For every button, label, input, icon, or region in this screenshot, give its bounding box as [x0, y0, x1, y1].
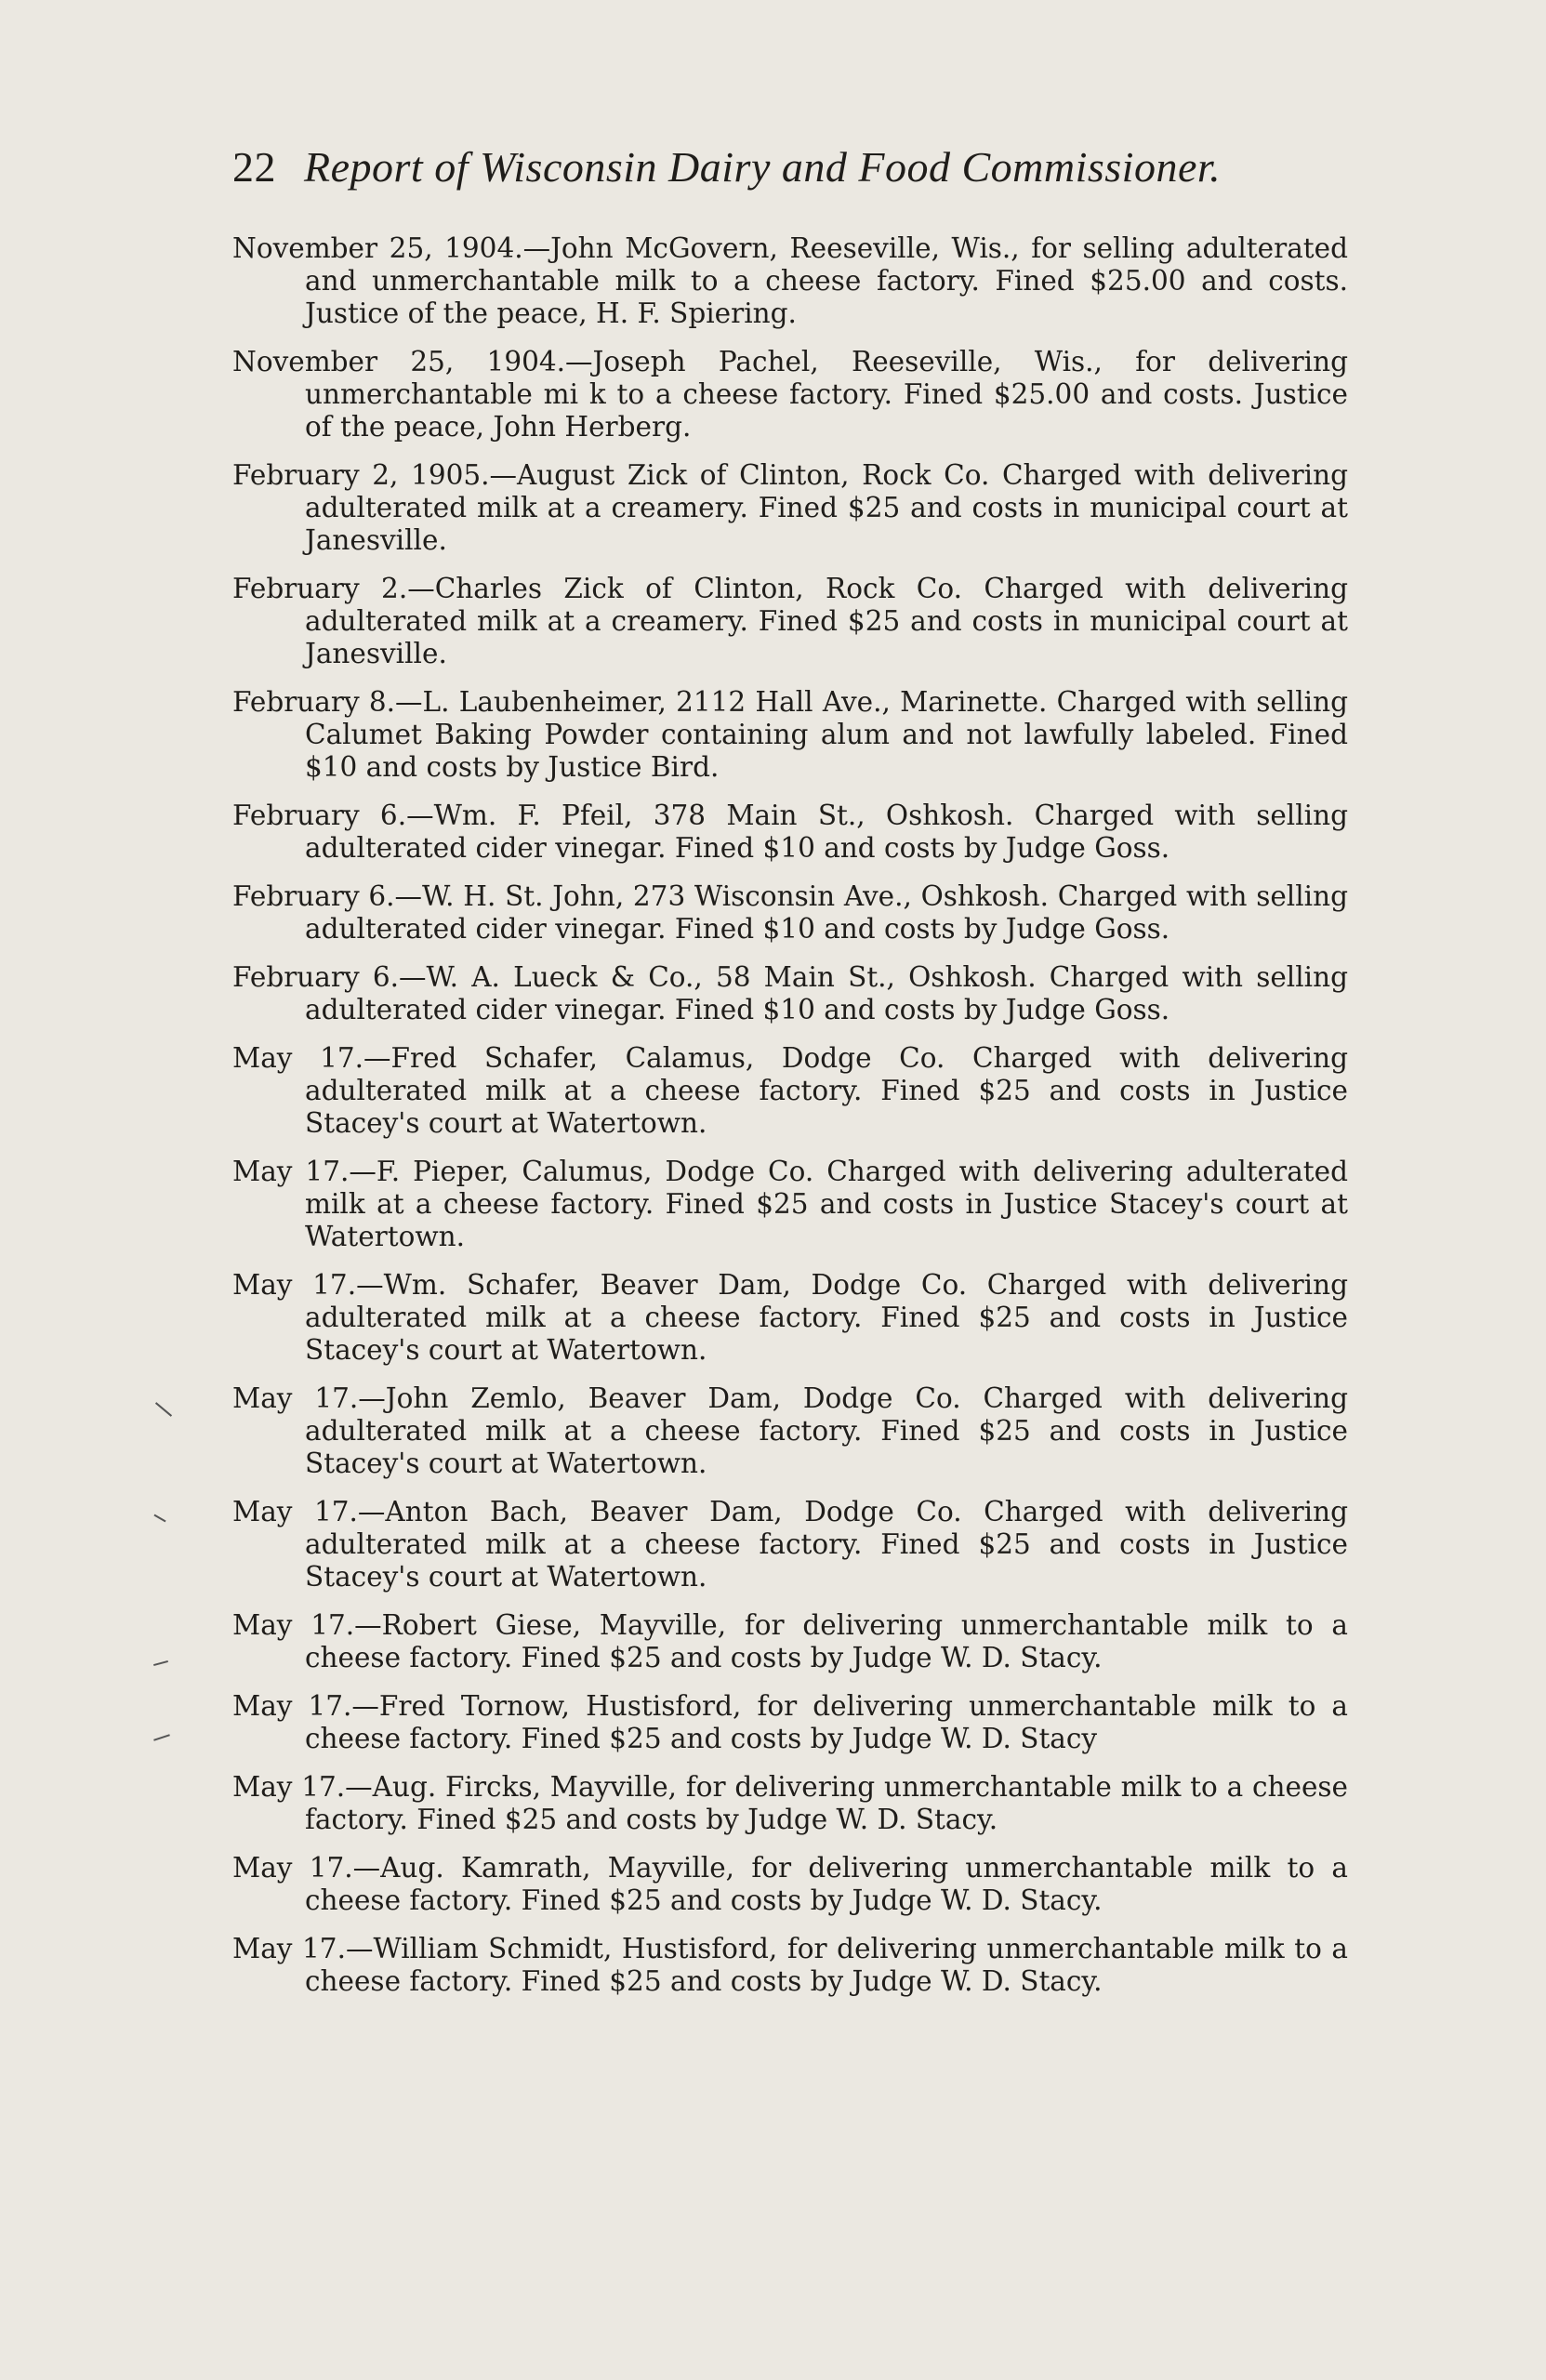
- entry-1: November 25, 1904.—John McGovern, Reeseville, Wis., for selling adulterated and unmerchantable milk to a cheese factory. Fined $25.00 and costs. Justice of the peace, H. F. Spiering.: [232, 232, 1348, 329]
- margin-tick-mark: [155, 1402, 172, 1417]
- entry-9: May 17.—Fred Schafer, Calamus, Dodge Co. Charged with delivering adulterated milk at a cheese factory. Fined $25 and costs in Justice Stacey's court at Watertown.: [232, 1042, 1348, 1139]
- entry-12: May 17.—John Zemlo, Beaver Dam, Dodge Co. Charged with delivering adulterated milk at a cheese factory. Fined $25 and costs in Justice Stacey's court at Watertown.: [232, 1382, 1348, 1479]
- margin-tick-mark: [153, 1660, 168, 1666]
- entry-3: February 2, 1905.—August Zick of Clinton, Rock Co. Charged with delivering adulterated milk at a creamery. Fined $25 and costs in municipal court at Janesville.: [232, 459, 1348, 556]
- entry-15: May 17.—Fred Tornow, Hustisford, for delivering unmerchantable milk to a cheese factory. Fined $25 and costs by Judge W. D. Stacy: [232, 1690, 1348, 1754]
- page-number: 22: [232, 143, 276, 191]
- entry-18: May 17.—William Schmidt, Hustisford, for delivering unmerchantable milk to a cheese factory. Fined $25 and costs by Judge W. D. Stacy.: [232, 1933, 1348, 1997]
- entry-17: May 17.—Aug. Kamrath, Mayville, for delivering unmerchantable milk to a cheese factory. Fined $25 and costs by Judge W. D. Stacy.: [232, 1852, 1348, 1916]
- entry-4: February 2.—Charles Zick of Clinton, Rock Co. Charged with delivering adulterated milk at a creamery. Fined $25 and costs in municipal court at Janesville.: [232, 573, 1348, 669]
- entry-6: February 6.—Wm. F. Pfeil, 378 Main St., Oshkosh. Charged with selling adulterated cider vinegar. Fined $10 and costs by Judge Goss.: [232, 800, 1348, 864]
- entry-5: February 8.—L. Laubenheimer, 2112 Hall Ave., Marinette. Charged with selling Calumet Baking Powder containing alum and not lawfully labeled. Fined $10 and costs by Justice Bird.: [232, 686, 1348, 783]
- entry-13: May 17.—Anton Bach, Beaver Dam, Dodge Co. Charged with delivering adulterated milk at a cheese factory. Fined $25 and costs in Justice Stacey's court at Watertown.: [232, 1496, 1348, 1593]
- entry-10: May 17.—F. Pieper, Calumus, Dodge Co. Charged with delivering adulterated milk at a cheese factory. Fined $25 and costs in Justice Stacey's court at Watertown.: [232, 1156, 1348, 1252]
- entry-7: February 6.—W. H. St. John, 273 Wisconsin Ave., Oshkosh. Charged with selling adulterated cider vinegar. Fined $10 and costs by Judge Goss.: [232, 880, 1348, 945]
- entry-16: May 17.—Aug. Fircks, Mayville, for delivering unmerchantable milk to a cheese factory. Fined $25 and costs by Judge W. D. Stacy.: [232, 1771, 1348, 1835]
- margin-tick-mark: [153, 1734, 170, 1740]
- entry-2: November 25, 1904.—Joseph Pachel, Reeseville, Wis., for delivering unmerchantable mi k to a cheese factory. Fined $25.00 and costs. Justice of the peace, John Herberg.: [232, 346, 1348, 443]
- margin-tick-mark: [153, 1514, 165, 1523]
- entry-14: May 17.—Robert Giese, Mayville, for delivering unmerchantable milk to a cheese factory. Fined $25 and costs by Judge W. D. Stacy.: [232, 1609, 1348, 1673]
- entry-8: February 6.—W. A. Lueck & Co., 58 Main St., Oshkosh. Charged with selling adulterated cider vinegar. Fined $10 and costs by Judge Goss.: [232, 961, 1348, 1025]
- running-title: Report of Wisconsin Dairy and Food Commissioner.: [304, 143, 1222, 191]
- page-header: [232, 139, 1311, 195]
- entry-11: May 17.—Wm. Schafer, Beaver Dam, Dodge Co. Charged with delivering adulterated milk at a cheese factory. Fined $25 and costs in Justice Stacey's court at Watertown.: [232, 1269, 1348, 1366]
- prosecution-entries: [232, 232, 1348, 2014]
